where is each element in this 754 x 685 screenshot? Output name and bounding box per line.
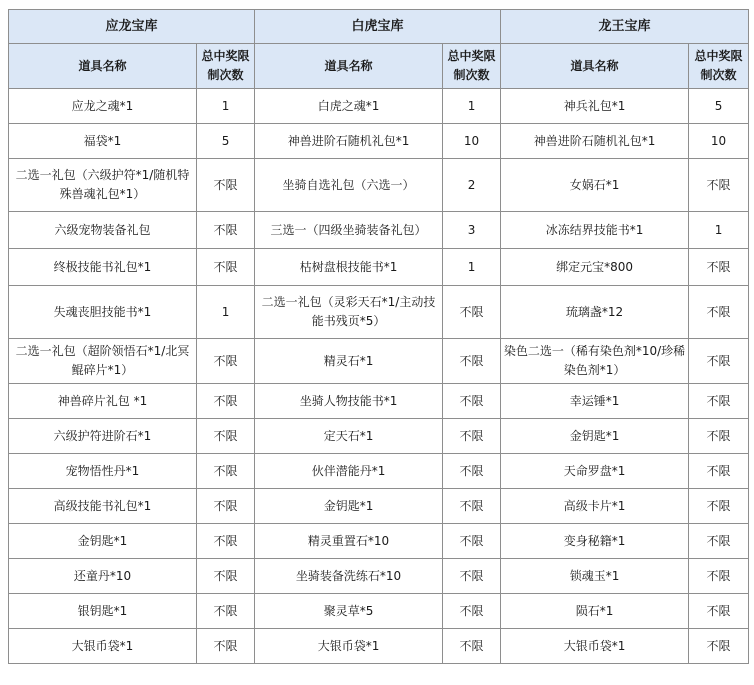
item-name-cell: 大银币袋*1: [9, 629, 197, 664]
limit-cell: 不限: [197, 339, 255, 384]
table-row: [9, 212, 749, 249]
item-name-header: 道具名称: [9, 44, 197, 89]
item-name-cell: 精灵石*1: [255, 339, 443, 384]
limit-cell: 不限: [443, 524, 501, 559]
limit-cell: 不限: [197, 454, 255, 489]
item-name-cell: 大银币袋*1: [255, 629, 443, 664]
limit-cell: 不限: [197, 559, 255, 594]
limit-cell: 1: [689, 212, 749, 249]
limit-cell: 不限: [689, 286, 749, 339]
limit-cell: 1: [443, 89, 501, 124]
table-row: [9, 419, 749, 454]
limit-cell: 不限: [197, 212, 255, 249]
limit-cell: 不限: [689, 594, 749, 629]
table-row: [9, 489, 749, 524]
item-name-cell: 失魂丧胆技能书*1: [9, 286, 197, 339]
table-row: [9, 559, 749, 594]
item-name-cell: 坐骑装备洗练石*10: [255, 559, 443, 594]
item-name-cell: 三选一（四级坐骑装备礼包）: [255, 212, 443, 249]
item-name-cell: 坐骑自选礼包（六选一）: [255, 159, 443, 212]
table-row: [9, 594, 749, 629]
item-name-header: 道具名称: [255, 44, 443, 89]
limit-cell: 5: [197, 124, 255, 159]
limit-cell: 3: [443, 212, 501, 249]
item-name-cell: 大银币袋*1: [501, 629, 689, 664]
table-row: [9, 384, 749, 419]
limit-cell: 不限: [197, 249, 255, 286]
limit-cell: 不限: [197, 384, 255, 419]
limit-cell: 不限: [443, 629, 501, 664]
limit-cell: 10: [689, 124, 749, 159]
limit-cell: 不限: [689, 159, 749, 212]
limit-cell: 10: [443, 124, 501, 159]
item-name-cell: 变身秘籍*1: [501, 524, 689, 559]
item-name-cell: 金钥匙*1: [255, 489, 443, 524]
vault-title-longwang: 龙王宝库: [501, 10, 749, 44]
item-name-cell: 银钥匙*1: [9, 594, 197, 629]
limit-cell: 1: [197, 89, 255, 124]
item-name-cell: 应龙之魂*1: [9, 89, 197, 124]
limit-cell: 不限: [197, 489, 255, 524]
limit-cell: 2: [443, 159, 501, 212]
item-name-cell: 高级技能书礼包*1: [9, 489, 197, 524]
item-name-header: 道具名称: [501, 44, 689, 89]
item-name-cell: 定天石*1: [255, 419, 443, 454]
limit-cell: 不限: [197, 524, 255, 559]
limit-cell: 不限: [689, 524, 749, 559]
limit-cell: 不限: [689, 249, 749, 286]
vault-reward-table: [8, 9, 749, 664]
limit-cell: 不限: [689, 559, 749, 594]
table-row: [9, 524, 749, 559]
limit-header: 总中奖限制次数: [689, 44, 749, 89]
item-name-cell: 还童丹*10: [9, 559, 197, 594]
limit-header: 总中奖限制次数: [197, 44, 255, 89]
limit-cell: 1: [443, 249, 501, 286]
item-name-cell: 聚灵草*5: [255, 594, 443, 629]
table-row: [9, 339, 749, 384]
limit-cell: 不限: [689, 454, 749, 489]
table-row: [9, 454, 749, 489]
limit-cell: 不限: [689, 339, 749, 384]
limit-cell: 不限: [689, 384, 749, 419]
table-row: [9, 249, 749, 286]
item-name-cell: 染色二选一（稀有染色剂*10/珍稀染色剂*1）: [501, 339, 689, 384]
item-name-cell: 六级护符进阶石*1: [9, 419, 197, 454]
item-name-cell: 锁魂玉*1: [501, 559, 689, 594]
item-name-cell: 神兵礼包*1: [501, 89, 689, 124]
item-name-cell: 神兽进阶石随机礼包*1: [255, 124, 443, 159]
vault-header-row: [9, 10, 749, 44]
item-name-cell: 白虎之魂*1: [255, 89, 443, 124]
table-row: [9, 89, 749, 124]
item-name-cell: 金钥匙*1: [9, 524, 197, 559]
limit-header: 总中奖限制次数: [443, 44, 501, 89]
limit-cell: 不限: [443, 489, 501, 524]
item-name-cell: 坐骑人物技能书*1: [255, 384, 443, 419]
limit-cell: 不限: [443, 419, 501, 454]
item-name-cell: 精灵重置石*10: [255, 524, 443, 559]
limit-cell: 不限: [197, 629, 255, 664]
item-name-cell: 琉璃盏*12: [501, 286, 689, 339]
limit-cell: 不限: [197, 159, 255, 212]
limit-cell: 不限: [443, 384, 501, 419]
item-name-cell: 福袋*1: [9, 124, 197, 159]
limit-cell: 不限: [197, 594, 255, 629]
item-name-cell: 神兽碎片礼包 *1: [9, 384, 197, 419]
item-name-cell: 金钥匙*1: [501, 419, 689, 454]
vault-title-baihu: 白虎宝库: [255, 10, 501, 44]
table-row: [9, 124, 749, 159]
limit-cell: 不限: [689, 489, 749, 524]
table-row: [9, 159, 749, 212]
limit-cell: 不限: [689, 419, 749, 454]
item-name-cell: 伙伴潜能丹*1: [255, 454, 443, 489]
item-name-cell: 六级宠物装备礼包: [9, 212, 197, 249]
item-name-cell: 绑定元宝*800: [501, 249, 689, 286]
item-name-cell: 终极技能书礼包*1: [9, 249, 197, 286]
item-name-cell: 二选一礼包（灵彩天石*1/主动技能书残页*5）: [255, 286, 443, 339]
item-name-cell: 宠物悟性丹*1: [9, 454, 197, 489]
item-name-cell: 天命罗盘*1: [501, 454, 689, 489]
item-name-cell: 二选一礼包（六级护符*1/随机特殊兽魂礼包*1）: [9, 159, 197, 212]
column-header-row: [9, 44, 749, 89]
item-name-cell: 陨石*1: [501, 594, 689, 629]
limit-cell: 不限: [443, 454, 501, 489]
item-name-cell: 冰冻结界技能书*1: [501, 212, 689, 249]
table-row: [9, 286, 749, 339]
limit-cell: 不限: [689, 629, 749, 664]
limit-cell: 不限: [443, 559, 501, 594]
item-name-cell: 幸运锤*1: [501, 384, 689, 419]
limit-cell: 不限: [197, 419, 255, 454]
limit-cell: 5: [689, 89, 749, 124]
table-row: [9, 629, 749, 664]
item-name-cell: 枯树盘根技能书*1: [255, 249, 443, 286]
item-name-cell: 神兽进阶石随机礼包*1: [501, 124, 689, 159]
limit-cell: 不限: [443, 286, 501, 339]
limit-cell: 1: [197, 286, 255, 339]
limit-cell: 不限: [443, 594, 501, 629]
item-name-cell: 女娲石*1: [501, 159, 689, 212]
item-name-cell: 高级卡片*1: [501, 489, 689, 524]
reward-table-container: [8, 9, 749, 664]
limit-cell: 不限: [443, 339, 501, 384]
vault-title-yinglong: 应龙宝库: [9, 10, 255, 44]
item-name-cell: 二选一礼包（超阶领悟石*1/北冥鲲碎片*1）: [9, 339, 197, 384]
